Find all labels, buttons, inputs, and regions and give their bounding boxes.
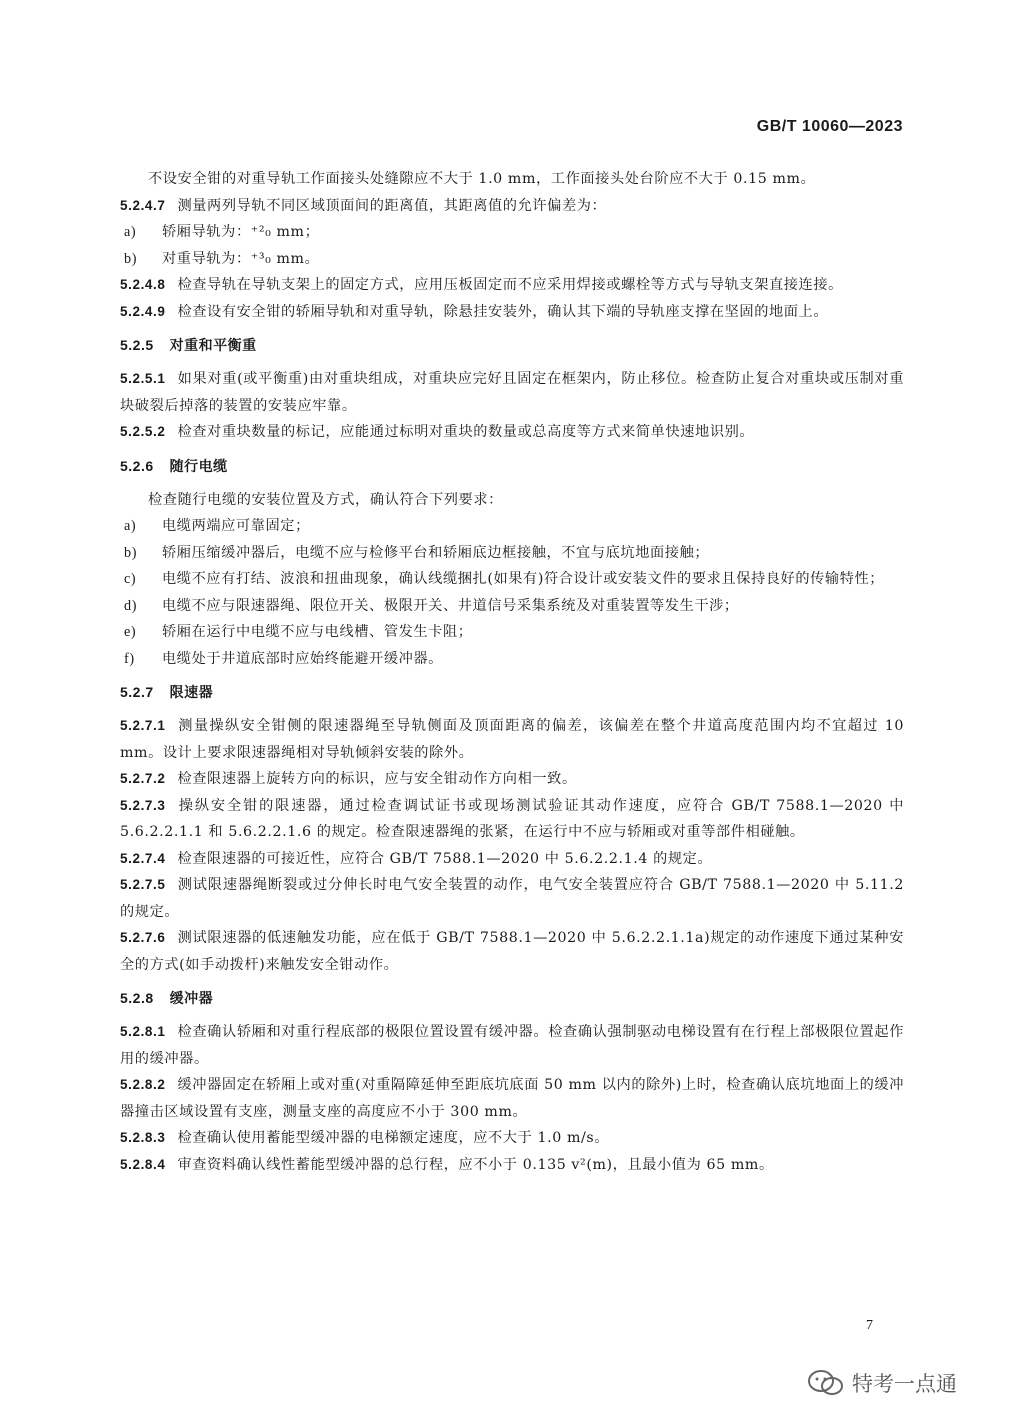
clause-text: 不设安全钳的对重导轨工作面接头处缝隙应不大于 1.0 mm，工作面接头处台阶应不大于 0.15 mm。 bbox=[148, 171, 816, 187]
watermark bbox=[806, 1368, 957, 1398]
list-item-label: b) bbox=[124, 544, 138, 561]
clause-paragraph bbox=[120, 272, 904, 299]
clause-number: 5.2.4.7 bbox=[120, 197, 166, 213]
list-item-text: 电缆处于井道底部时应始终能避开缓冲器。 bbox=[162, 650, 443, 667]
page-number: 7 bbox=[866, 1318, 873, 1333]
list-item-text: 轿厢压缩缓冲器后，电缆不应与检修平台和轿厢底边框接触，不宜与底坑地面接触； bbox=[162, 544, 710, 561]
clause-paragraph bbox=[120, 487, 904, 514]
clause-text: 检查限速器的可接近性，应符合 GB/T 7588.1—2020 中 5.6.2.2.1.4 的规定。 bbox=[177, 850, 713, 867]
list-item-label: a) bbox=[124, 518, 137, 534]
clause-text: 测量两列导轨不同区域顶面间的距离值，其距离值的允许偏差为： bbox=[177, 197, 607, 214]
clause-paragraph bbox=[120, 1019, 904, 1072]
clause-number: 5.2.4.8 bbox=[120, 277, 166, 292]
document-body bbox=[120, 166, 904, 1178]
clause-number: 5.2.8.1 bbox=[120, 1024, 166, 1039]
clause-text: 检查确认轿厢和对重行程底部的极限位置设置有缓冲器。检查确认强制驱动电梯设置有在行程上部极限位置起作用的缓冲器。 bbox=[120, 1024, 904, 1067]
clause-text: 检查限速器上旋转方向的标识，应与安全钳动作方向相一致。 bbox=[177, 771, 577, 787]
clause-paragraph bbox=[120, 1125, 904, 1152]
clause-paragraph bbox=[120, 366, 904, 419]
clause-paragraph bbox=[120, 1072, 904, 1125]
standard-code: GB/T 10060—2023 bbox=[756, 118, 903, 135]
section-number: 5.2.6 bbox=[120, 457, 154, 474]
clause-text: 审查资料确认线性蓄能型缓冲器的总行程，应不小于 0.135 v²(m)，且最小值为 65 mm。 bbox=[177, 1156, 774, 1173]
clause-paragraph bbox=[120, 193, 904, 220]
list-item-label: a) bbox=[124, 224, 137, 240]
list-item bbox=[120, 566, 904, 593]
clause-text: 缓冲器固定在轿厢上或对重(对重隔障延伸至距底坑底面 50 mm 以内的除外)上时，检查确认底坑地面上的缓冲器撞击区域设置有支座，测量支座的高度应不小于 300 mm。 bbox=[120, 1077, 904, 1120]
clause-text: 检查设有安全钳的轿厢导轨和对重导轨，除悬挂安装外，确认其下端的导轨座支撑在坚固的地面上。 bbox=[177, 303, 829, 320]
clause-paragraph bbox=[120, 419, 904, 446]
clause-text: 操纵安全钳的限速器，通过检查调试证书或现场测试验证其动作速度，应符合 GB/T 7588.1—2020 中 5.6.2.2.1.1 和 5.6.2.2.1.6 的规定。检查限速器绳的张紧，在运行中不应与轿厢或对重等部件相碰触。 bbox=[120, 797, 904, 840]
section-title: 随行电缆 bbox=[169, 457, 228, 474]
clause-number: 5.2.5.2 bbox=[120, 424, 166, 439]
clause-text: 测试限速器的低速触发功能，应在低于 GB/T 7588.1—2020 中 5.6.2.2.1.1a)规定的动作速度下通过某种安全的方式(如手动拨杆)来触发安全钳动作。 bbox=[120, 930, 904, 973]
list-item-text: 电缆不应有打结、波浪和扭曲现象，确认线缆捆扎(如果有)符合设计或安装文件的要求且保持良好的传输特性； bbox=[162, 571, 885, 587]
clause-text: 测量操纵安全钳侧的限速器绳至导轨侧面及顶面距离的偏差，该偏差在整个井道高度范围内均不宜超过 10 mm。设计上要求限速器绳相对导轨倾斜安装的除外。 bbox=[120, 718, 904, 761]
list-item-text: 对重导轨为：⁺³₀ mm。 bbox=[162, 250, 320, 267]
section-heading bbox=[120, 453, 904, 479]
clause-number: 5.2.7.6 bbox=[120, 930, 166, 945]
clause-number: 5.2.8.3 bbox=[120, 1130, 166, 1145]
section-title: 缓冲器 bbox=[169, 990, 214, 1006]
list-item-text: 轿厢导轨为：⁺²₀ mm； bbox=[162, 224, 320, 240]
clause-text: 检查对重块数量的标记，应能通过标明对重块的数量或总高度等方式来简单快速地识别。 bbox=[177, 424, 755, 440]
clause-text: 检查确认使用蓄能型缓冲器的电梯额定速度，应不大于 1.0 m/s。 bbox=[177, 1130, 610, 1146]
clause-paragraph bbox=[120, 766, 904, 793]
clause-number: 5.2.7.4 bbox=[120, 850, 166, 866]
list-item bbox=[120, 246, 904, 273]
clause-paragraph bbox=[120, 166, 904, 193]
clause-paragraph bbox=[120, 872, 904, 925]
list-item-text: 电缆不应与限速器绳、限位开关、极限开关、井道信号采集系统及对重装置等发生干涉； bbox=[162, 597, 739, 614]
list-item-label: c) bbox=[124, 571, 137, 587]
watermark-text: 特考一点通 bbox=[852, 1372, 957, 1396]
section-number: 5.2.7 bbox=[120, 684, 154, 700]
clause-number: 5.2.7.5 bbox=[120, 877, 166, 892]
clause-number: 5.2.5.1 bbox=[120, 371, 166, 386]
list-item bbox=[120, 593, 904, 620]
list-item-label: b) bbox=[124, 250, 138, 267]
list-item-text: 电缆两端应可靠固定； bbox=[162, 518, 310, 534]
clause-number: 5.2.7.3 bbox=[120, 797, 166, 813]
clause-text: 检查导轨在导轨支架上的固定方式，应用压板固定而不应采用焊接或螺栓等方式与导轨支架直接连接。 bbox=[177, 277, 843, 293]
section-heading bbox=[120, 332, 904, 358]
clause-paragraph bbox=[120, 846, 904, 873]
clause-paragraph bbox=[120, 793, 904, 846]
section-number: 5.2.8 bbox=[120, 990, 154, 1006]
list-item-label: e) bbox=[124, 624, 137, 640]
list-item-text: 轿厢在运行中电缆不应与电线槽、管发生卡阻； bbox=[162, 624, 473, 640]
clause-number: 5.2.8.2 bbox=[120, 1077, 166, 1092]
clause-paragraph bbox=[120, 713, 904, 766]
wechat-icon bbox=[806, 1368, 846, 1398]
clause-paragraph bbox=[120, 299, 904, 326]
section-title: 对重和平衡重 bbox=[169, 337, 257, 353]
clause-number: 5.2.7.1 bbox=[120, 718, 166, 733]
list-item-label: f) bbox=[124, 650, 135, 667]
clause-number: 5.2.7.2 bbox=[120, 771, 166, 786]
clause-text: 如果对重(或平衡重)由对重块组成，对重块应完好且固定在框架内，防止移位。检查防止复合对重块或压制对重块破裂后掉落的装置的安装应牢靠。 bbox=[120, 371, 904, 414]
section-number: 5.2.5 bbox=[120, 337, 154, 353]
clause-number: 5.2.8.4 bbox=[120, 1156, 166, 1172]
clause-paragraph bbox=[120, 925, 904, 978]
list-item bbox=[120, 219, 904, 246]
list-item bbox=[120, 540, 904, 567]
clause-number: 5.2.4.9 bbox=[120, 303, 166, 319]
clause-paragraph bbox=[120, 1152, 904, 1179]
list-item bbox=[120, 646, 904, 673]
clause-text: 测试限速器绳断裂或过分伸长时电气安全装置的动作，电气安全装置应符合 GB/T 7588.1—2020 中 5.11.2 的规定。 bbox=[120, 877, 904, 920]
clause-text: 检查随行电缆的安装位置及方式，确认符合下列要求： bbox=[148, 491, 503, 508]
list-item bbox=[120, 619, 904, 646]
list-item-label: d) bbox=[124, 597, 138, 614]
section-heading bbox=[120, 679, 904, 705]
section-title: 限速器 bbox=[169, 684, 214, 700]
section-heading bbox=[120, 985, 904, 1011]
list-item bbox=[120, 513, 904, 540]
